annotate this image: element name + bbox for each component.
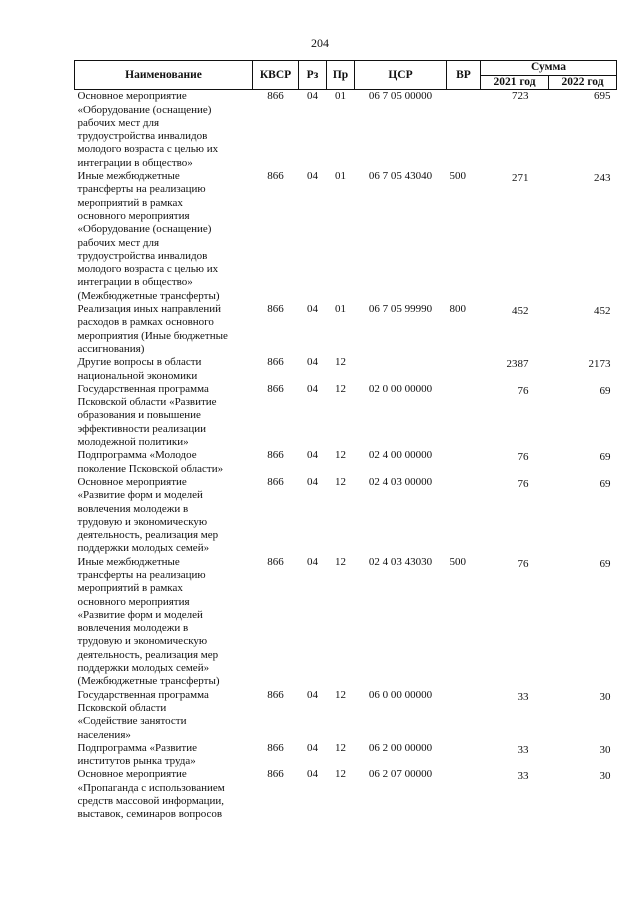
row-vr: 500	[449, 170, 466, 183]
row-vr: 500	[449, 555, 466, 568]
row-name-line: вовлечения молодежи в	[77, 502, 189, 515]
row-2022: 452	[594, 305, 611, 318]
row-vr	[447, 689, 481, 742]
row-name-line: Другие вопросы в области	[77, 356, 202, 369]
row-2022: 243	[594, 172, 611, 185]
row-name-line: Иные межбюджетные	[77, 170, 180, 183]
page-number: 204	[311, 36, 329, 50]
row-name-line: Иные межбюджетные	[77, 555, 180, 568]
row-kvsr: 866	[267, 475, 284, 488]
row-name-line: (Межбюджетные трансферты)	[77, 289, 220, 302]
row-2021: 452	[512, 305, 529, 318]
row-rz: 04	[307, 382, 318, 395]
table-row	[75, 742, 617, 769]
header-csr: ЦСР	[355, 61, 447, 90]
row-csr: 06 7 05 99990	[368, 303, 433, 316]
row-name	[75, 170, 253, 303]
row-csr: 02 0 00 00000	[368, 382, 433, 395]
row-rz: 04	[307, 449, 318, 462]
row-name-line: поддержки молодых семей»	[77, 542, 210, 555]
row-name-line: основного мероприятия	[77, 209, 190, 222]
row-kvsr: 866	[267, 90, 284, 103]
row-name	[75, 556, 253, 689]
row-name-line: трансферты на реализацию	[77, 568, 206, 581]
row-name-line: «Развитие форм и моделей	[77, 608, 203, 621]
row-name-line: вовлечения молодежи в	[77, 622, 189, 635]
row-name-line: Псковской области «Развитие	[77, 396, 217, 409]
header-name: Наименование	[75, 61, 253, 90]
row-name-line: основного мероприятия	[77, 595, 190, 608]
row-csr: 06 2 00 00000	[368, 741, 433, 754]
row-name-line: деятельность, реализация мер	[77, 529, 219, 542]
row-csr: 06 7 05 43040	[368, 170, 433, 183]
row-name-line: «Содействие занятости	[77, 715, 187, 728]
row-name	[75, 303, 253, 356]
row-2021: 76	[517, 477, 529, 490]
row-name	[75, 449, 253, 476]
row-name-line: национальной экономики	[77, 369, 198, 382]
row-rz: 04	[307, 475, 318, 488]
row-2022: 695	[549, 90, 617, 170]
row-name-line: деятельность, реализация мер	[77, 648, 219, 661]
table-row	[75, 383, 617, 449]
row-kvsr: 866	[267, 768, 284, 781]
row-rz: 04	[307, 555, 318, 568]
row-name-line: Реализация иных направлений	[77, 303, 222, 316]
row-vr	[447, 90, 481, 170]
row-vr	[447, 449, 481, 476]
row-pr: 12	[335, 555, 346, 568]
row-name-line: молодого возраста с целью их	[77, 143, 219, 156]
row-name-line: рабочих мест для	[77, 236, 160, 249]
row-csr	[355, 356, 447, 383]
row-name-line: Государственная программа	[77, 688, 209, 701]
row-csr: 02 4 00 00000	[368, 449, 433, 462]
header-pr: Пр	[327, 61, 355, 90]
row-kvsr: 866	[267, 356, 284, 369]
row-rz: 04	[307, 90, 318, 103]
row-pr: 12	[335, 475, 346, 488]
row-name-line: (Межбюджетные трансферты)	[77, 675, 220, 688]
row-name	[75, 356, 253, 383]
row-name-line: мероприятий в рамках	[77, 196, 183, 209]
row-2022: 69	[599, 557, 611, 570]
table-row	[75, 449, 617, 476]
row-name-line: Псковской области	[77, 701, 167, 714]
row-name-line: институтов рынка труда»	[77, 755, 196, 768]
row-csr: 02 4 03 43030	[368, 555, 433, 568]
row-name-line: образования и повышение	[77, 409, 201, 422]
row-2022: 2173	[588, 358, 611, 371]
row-name-line: «Оборудование (оснащение)	[77, 223, 212, 236]
row-name-line: трудоустройства инвалидов	[77, 130, 208, 143]
table-row	[75, 356, 617, 383]
row-rz: 04	[307, 356, 318, 369]
row-2022: 30	[599, 743, 611, 756]
row-pr: 12	[335, 356, 346, 369]
row-vr	[447, 383, 481, 449]
row-vr	[447, 356, 481, 383]
row-2021: 33	[517, 770, 529, 783]
table-row	[75, 303, 617, 356]
row-2021: 76	[517, 451, 529, 464]
row-name-line: Основное мероприятие	[77, 90, 187, 103]
row-name-line: выставок, семинаров вопросов	[77, 808, 223, 821]
row-rz: 04	[307, 303, 318, 316]
row-2022: 30	[599, 770, 611, 783]
row-csr: 06 2 07 00000	[368, 768, 433, 781]
row-name-line: молодежной политики»	[77, 436, 189, 449]
table-row	[75, 170, 617, 303]
row-name-line: трудоустройства инвалидов	[77, 249, 208, 262]
row-name-line: трудовую и экономическую	[77, 635, 208, 648]
row-kvsr: 866	[267, 741, 284, 754]
row-2022: 69	[599, 384, 611, 397]
table-body	[75, 90, 617, 822]
row-name-line: «Пропаганда с использованием	[77, 781, 225, 794]
row-name-line: рабочих мест для	[77, 116, 160, 129]
row-kvsr: 866	[267, 688, 284, 701]
row-name	[75, 383, 253, 449]
row-name-line: интеграции в общество»	[77, 156, 193, 169]
row-name-line: поколение Псковской области»	[77, 462, 224, 475]
table-row	[75, 768, 617, 821]
row-pr: 12	[335, 768, 346, 781]
header-2022: 2022 год	[549, 76, 617, 90]
row-name-line: мероприятия (Иные бюджетные	[77, 329, 228, 342]
header-kvsr: КВСР	[253, 61, 299, 90]
row-kvsr: 866	[267, 555, 284, 568]
row-kvsr: 866	[267, 449, 284, 462]
row-name-line: «Оборудование (оснащение)	[77, 103, 212, 116]
row-vr	[447, 768, 481, 821]
row-vr	[447, 742, 481, 769]
row-2022: 69	[599, 477, 611, 490]
row-name-line: трансферты на реализацию	[77, 183, 206, 196]
row-rz: 04	[307, 170, 318, 183]
row-2021: 2387	[506, 358, 529, 371]
row-name-line: молодого возраста с целью их	[77, 263, 219, 276]
row-name-line: трудовую и экономическую	[77, 515, 208, 528]
row-name-line: поддержки молодых семей»	[77, 662, 210, 675]
row-name-line: «Развитие форм и моделей	[77, 489, 203, 502]
row-name	[75, 476, 253, 556]
row-name-line: мероприятий в рамках	[77, 582, 183, 595]
row-2021: 723	[481, 90, 549, 170]
header-2021: 2021 год	[481, 76, 549, 90]
row-name	[75, 742, 253, 769]
header-vr: ВР	[447, 61, 481, 90]
table-row	[75, 689, 617, 742]
row-vr: 800	[449, 303, 466, 316]
header-rz: Рз	[299, 61, 327, 90]
row-pr: 01	[335, 90, 346, 103]
row-2022: 69	[599, 451, 611, 464]
table-row	[75, 556, 617, 689]
row-pr: 12	[335, 449, 346, 462]
row-2021: 271	[512, 172, 529, 185]
row-name-line: Подпрограмма «Развитие	[77, 741, 197, 754]
row-name-line: расходов в рамках основного	[77, 316, 214, 329]
row-name-line: Государственная программа	[77, 382, 209, 395]
row-2021: 33	[517, 690, 529, 703]
row-kvsr: 866	[267, 382, 284, 395]
row-pr: 12	[335, 741, 346, 754]
row-name-line: эффективности реализации	[77, 422, 207, 435]
row-2021: 76	[517, 384, 529, 397]
row-rz: 04	[307, 768, 318, 781]
row-2021: 76	[517, 557, 529, 570]
table-row	[75, 476, 617, 556]
row-name-line: Подпрограмма «Молодое	[77, 449, 197, 462]
row-name	[75, 768, 253, 821]
row-name-line: Основное мероприятие	[77, 768, 187, 781]
row-pr: 01	[335, 170, 346, 183]
row-name	[75, 90, 253, 170]
row-csr: 02 4 03 00000	[368, 475, 433, 488]
row-pr: 01	[335, 303, 346, 316]
budget-table	[74, 60, 617, 822]
row-2021: 33	[517, 743, 529, 756]
row-vr	[447, 476, 481, 556]
row-name-line: Основное мероприятие	[77, 475, 187, 488]
row-2022: 30	[599, 690, 611, 703]
row-rz: 04	[307, 741, 318, 754]
row-name-line: интеграции в общество»	[77, 276, 193, 289]
row-name-line: средств массовой информации,	[77, 795, 225, 808]
row-kvsr: 866	[267, 170, 284, 183]
row-csr: 06 7 05 00000	[368, 90, 433, 103]
row-name-line: населения»	[77, 728, 131, 741]
row-name-line: ассигнования)	[77, 342, 145, 355]
row-rz: 04	[307, 688, 318, 701]
row-pr: 12	[335, 382, 346, 395]
row-pr: 12	[335, 688, 346, 701]
table-row	[75, 90, 617, 170]
row-kvsr: 866	[267, 303, 284, 316]
row-csr: 06 0 00 00000	[368, 688, 433, 701]
row-name	[75, 689, 253, 742]
header-sum: Сумма	[481, 61, 617, 76]
